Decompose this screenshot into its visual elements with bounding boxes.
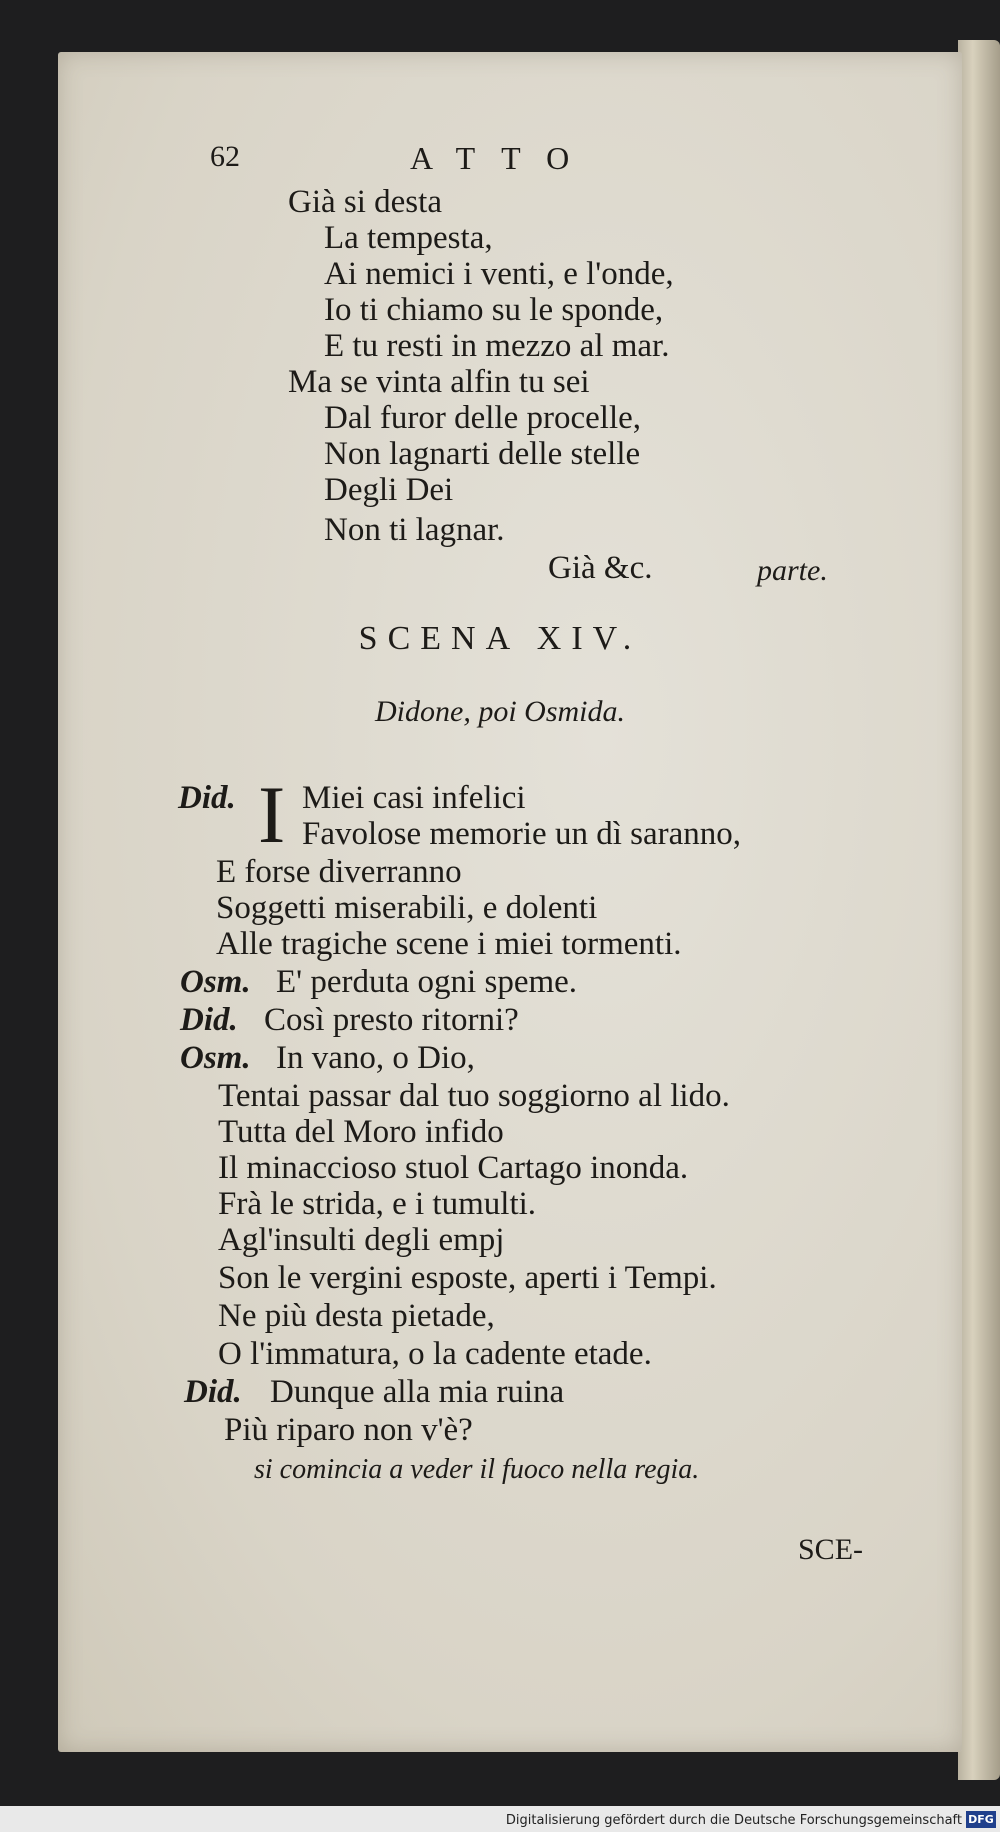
stage-direction: si comincia a veder il fuoco nella regia. [254,1454,700,1485]
dialogue-line: O l'immatura, o la cadente etade. [218,1336,652,1372]
dialogue-line: Tutta del Moro infido [218,1114,504,1150]
dialogue-line: Agl'insulti degli empj [218,1222,505,1258]
page-number: 62 [210,140,240,173]
aria-line: Non ti lagnar. [324,512,505,548]
scene-title: SCENA XIV. [358,620,642,657]
speaker-label: Osm. [180,1040,251,1076]
dialogue-line: E' perduta ogni speme. [276,964,578,1000]
aria-line: Ai nemici i venti, e l'onde, [324,256,674,292]
dialogue-line: Più riparo non v'è? [224,1412,473,1448]
dfg-logo-icon: DFG [966,1811,996,1828]
aria-line: La tempesta, [324,220,493,256]
stage-direction-exit: parte. [757,554,828,587]
aria-line: Dal furor delle procelle, [324,400,642,436]
dialogue-line: Dunque alla mia ruina [270,1374,565,1410]
aria-line: Già si desta [288,184,442,220]
footer-credit: Digitalisierung gefördert durch die Deutsche Forschungsgemeinschaft [505,1813,962,1828]
page-edge [958,40,1000,1780]
dialogue-line: Ne più desta pietade, [218,1298,495,1334]
speaker-label: Osm. [180,964,251,1000]
speaker-label: Did. [178,780,236,816]
page-header [210,140,750,186]
aria-line: Degli Dei [324,472,454,508]
running-head: ATTO [410,140,596,176]
dialogue-line: Così presto ritorni? [264,1002,519,1038]
aria-repeat: Già &c. [548,550,653,586]
speaker-label: Did. [184,1374,242,1410]
aria-line: Non lagnarti delle stelle [324,436,641,472]
scene-persons: Didone, poi Osmida. [375,695,625,728]
dialogue-line: Il minaccioso stuol Cartago inonda. [218,1150,689,1186]
dialogue-line: Soggetti miserabili, e dolenti [216,890,598,926]
catchword: SCE- [798,1533,864,1566]
aria-line: Io ti chiamo su le sponde, [324,292,664,328]
dialogue-line: Frà le strida, e i tumulti. [218,1186,537,1222]
dialogue-line: Alle tragiche scene i miei tormenti. [216,926,682,962]
dialogue-line: Tentai passar dal tuo soggiorno al lido. [218,1078,730,1114]
dialogue-line: Favolose memorie un dì saranno, [302,816,741,852]
aria-line: Ma se vinta alfin tu sei [288,364,590,400]
dialogue-line: Son le vergini esposte, aperti i Tempi. [218,1260,717,1296]
dialogue-line: Miei casi infelici [302,780,526,816]
speaker-label: Did. [180,1002,238,1038]
dialogue-line: In vano, o Dio, [276,1040,475,1076]
digitization-footer [0,1806,1000,1832]
dialogue-line: E forse diverranno [216,854,462,890]
drop-cap: I [258,769,286,860]
aria-line: E tu resti in mezzo al mar. [324,328,670,364]
